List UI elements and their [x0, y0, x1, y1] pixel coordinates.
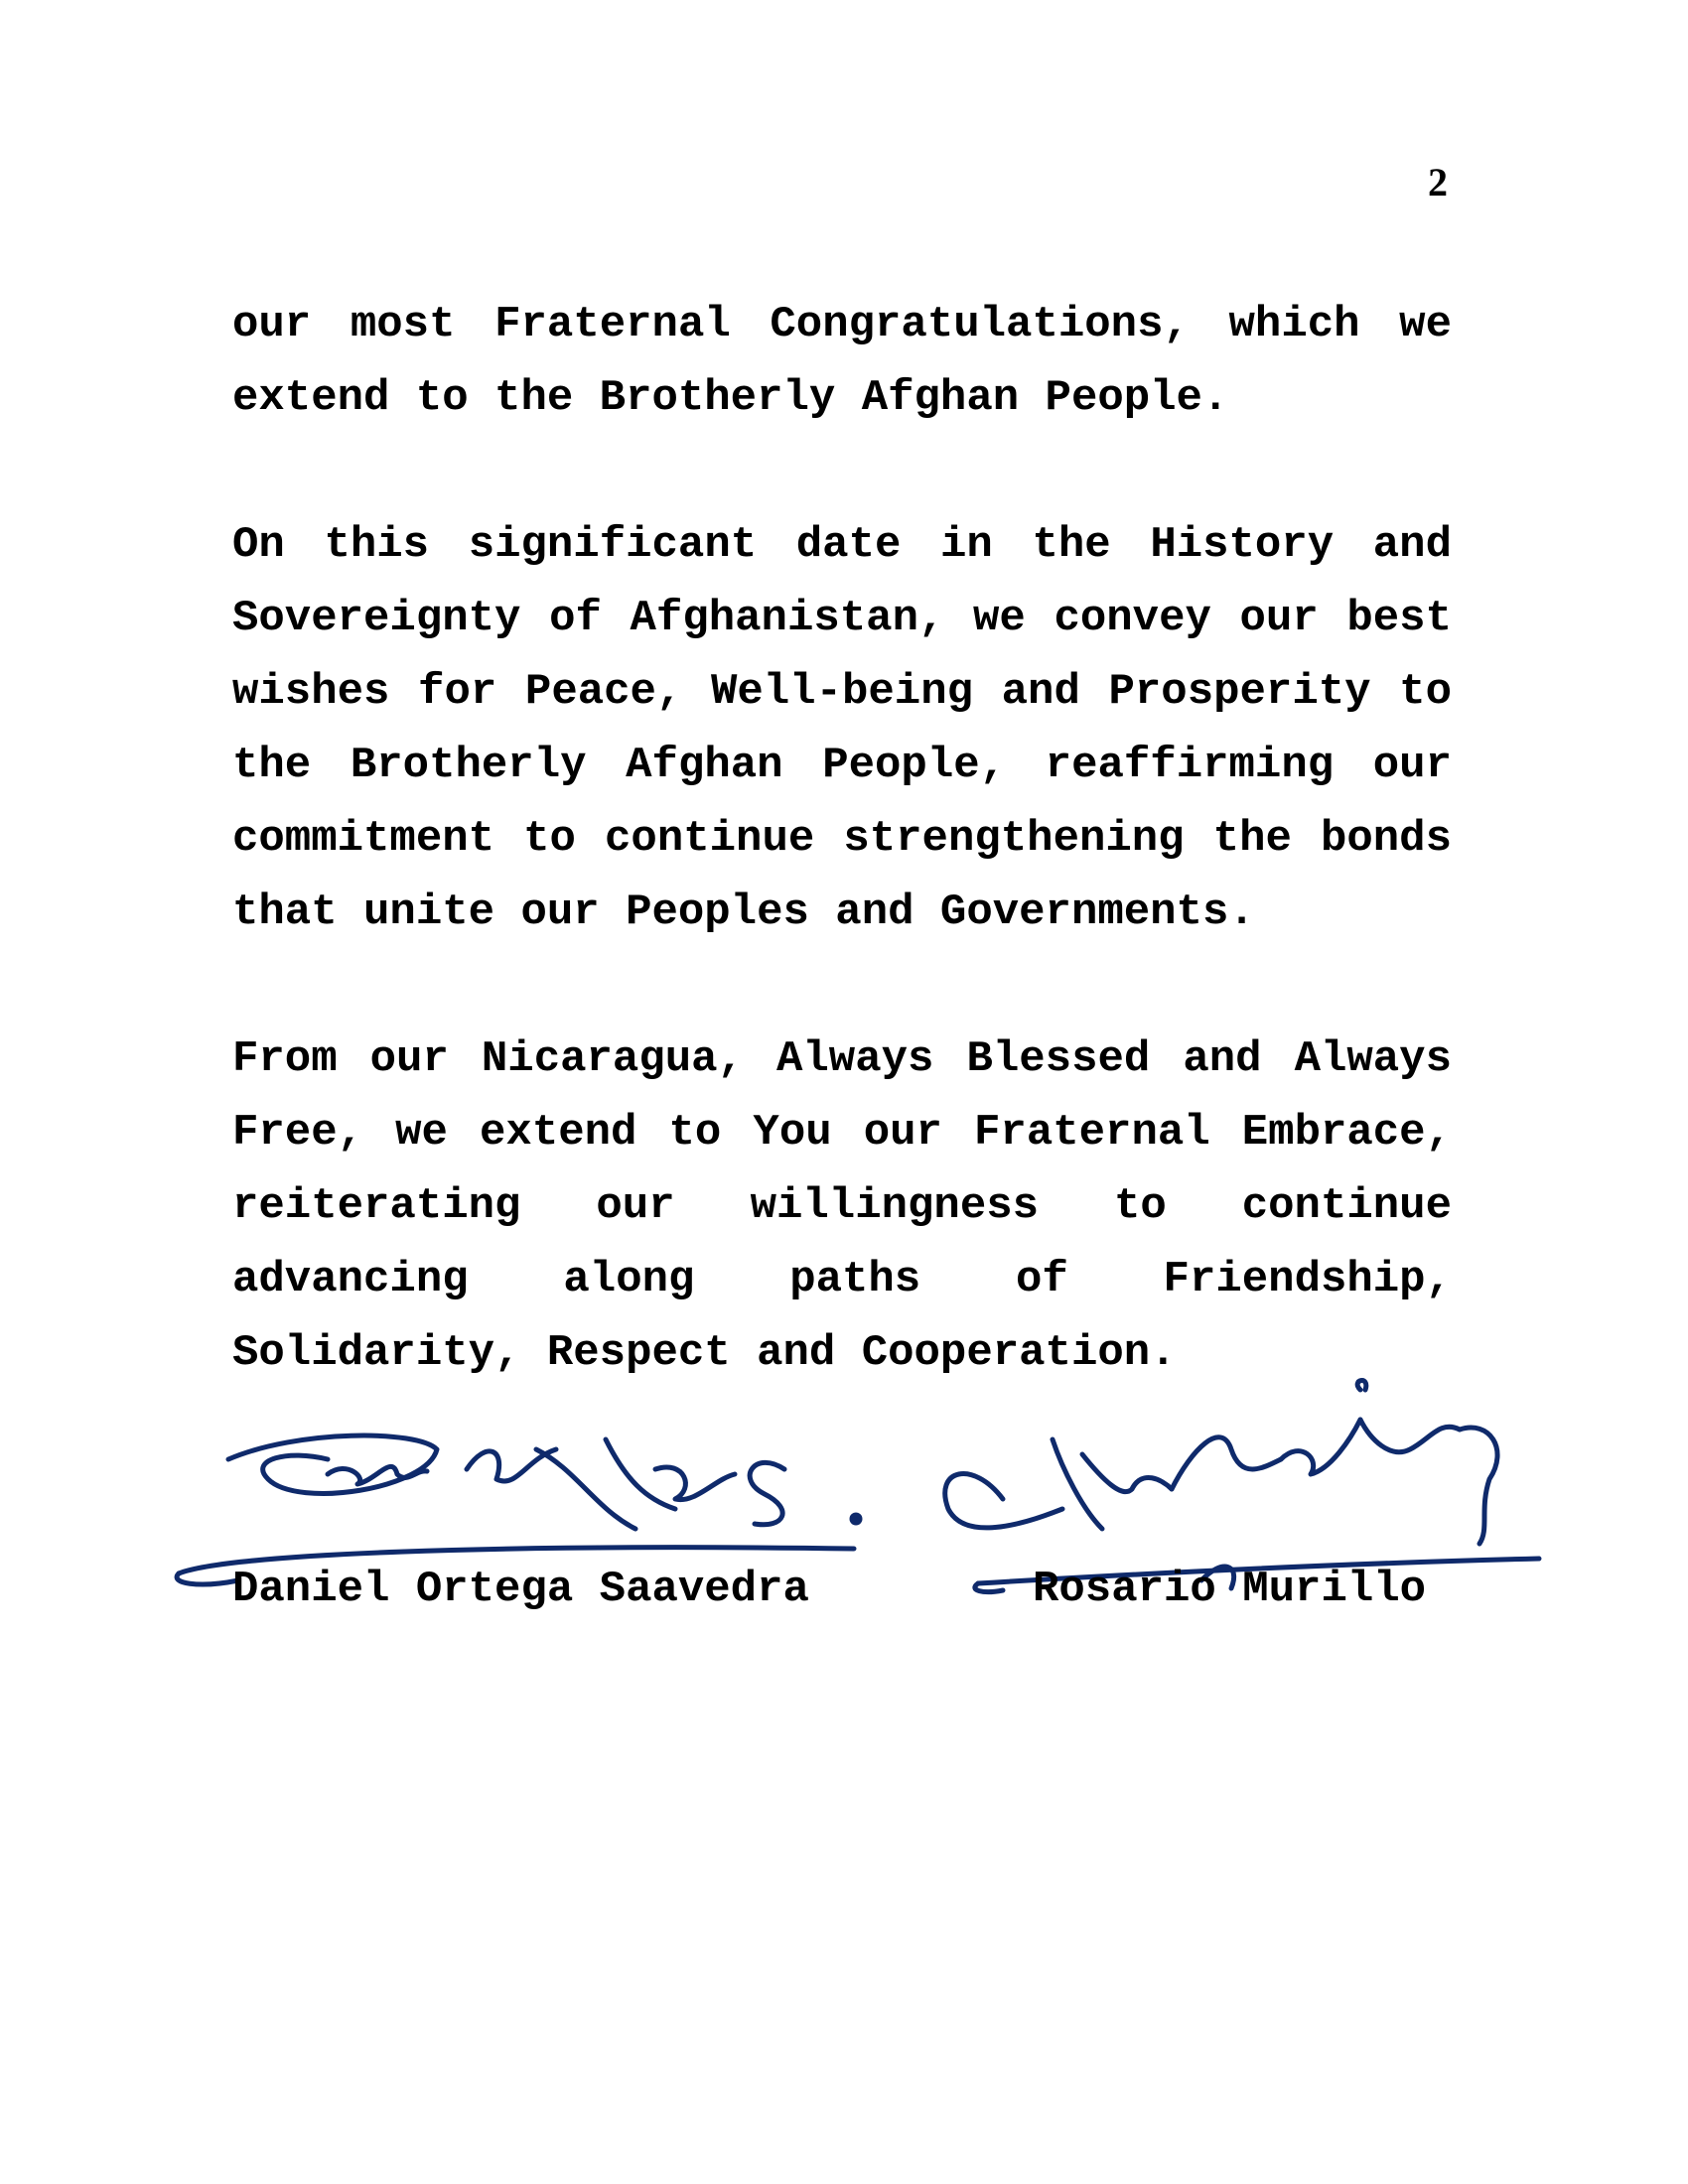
signature-rosario-murillo: [945, 1381, 1539, 1592]
signatory-name-daniel-ortega: Daniel Ortega Saavedra: [232, 1565, 809, 1614]
page-number: 2: [1428, 160, 1448, 205]
paragraph-embrace: From our Nicaragua, Always Blessed and Always Free, we extend to You our Fraternal Embrace, reiterating our willingness to continue advancing along paths of Friendship, Solidarity, Respect and Cooperation.: [232, 1034, 1452, 1378]
signatory-name-rosario-murillo: Rosario Murillo: [1033, 1565, 1427, 1614]
paragraph-wishes: On this significant date in the History and Sovereignty of Afghanistan, we convey our best wishes for Peace, Well-being and Prosperity to the Brotherly Afghan People, reaffirming our commitment to continue strengthening the bonds that unite our Peoples and Governments.: [232, 520, 1452, 937]
paragraph-congratulations: our most Fraternal Congratulations, which we extend to the Brotherly Afghan People.: [232, 300, 1452, 423]
signature-daniel-ortega: [177, 1435, 860, 1584]
letter-body: [232, 288, 1452, 1463]
